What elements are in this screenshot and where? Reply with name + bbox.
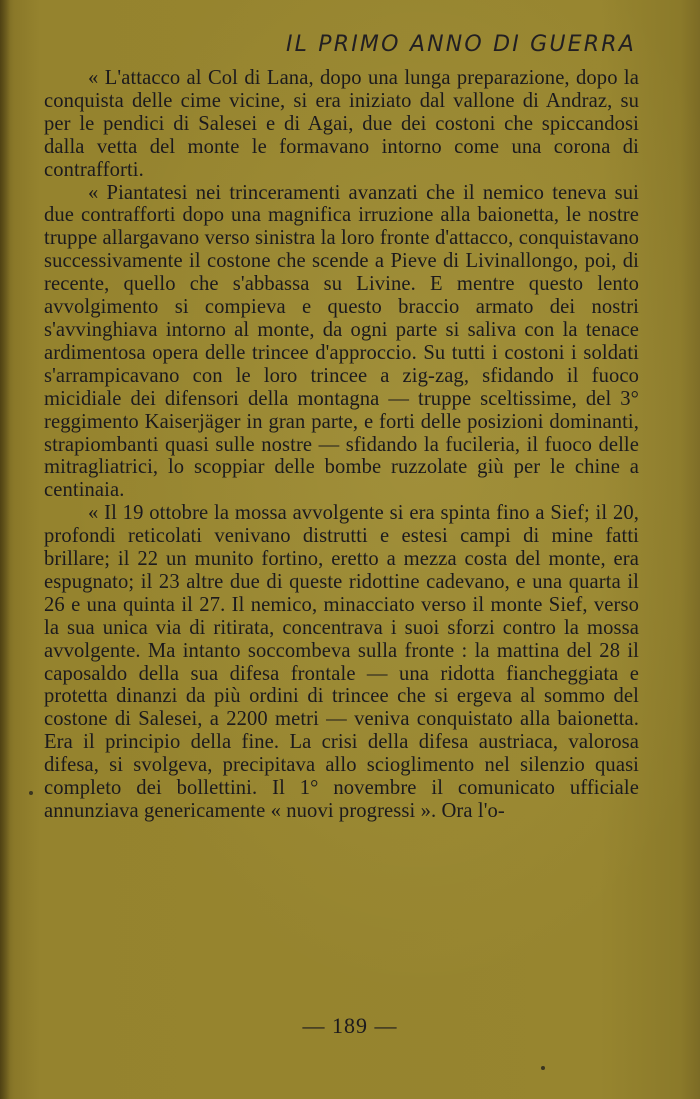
running-title: IL PRIMO ANNO DI GUERRA (285, 32, 636, 57)
body-text (44, 67, 639, 823)
page-number: — 189 — (302, 1013, 398, 1038)
paper-speck (29, 791, 33, 795)
paragraph-trinceramenti: « Piantatesi nei trinceramenti avanzati che il nemico teneva sui due contrafforti dopo una magnifica irruzione alla baionetta, le nostre truppe allargavano verso sinistra la loro fronte d'attacco, conquistavano successivamente il costone che scende a Pieve di Livinallongo, poi, di recente, quello che s'abbassa su Livine. E mentre questo lento avvolgimento si compieva e questo braccio armato dei nostri s'avvinghiava intorno al monte, da ogni parte si saliva con la tenace ardimentosa opera delle trincee d'approccio. Su tutti i costoni i soldati s'arrampicavano con le loro trincee a zig-zag, sfidando il fuoco micidiale dei difensori della montagna — truppe sceltissime, del 3° reggimento Kaiserjäger in gran parte, e forti delle posizioni dominanti, strapiombanti quasi sulle nostre — sfidando la fucileria, il fuoco delle mitragliatrici, lo scoppiar delle bombe ruzzolate giù per le chine a centinaia. (44, 181, 639, 502)
paragraph-col-di-lana: « L'attacco al Col di Lana, dopo una lunga preparazione, dopo la conquista delle cime vicine, si era iniziato dal vallone di Andraz, su per le pendici di Salesei e di Agai, due dei costoni che spiccandosi dalla vetta del monte le formavano intorno come una corona di contrafforti. (44, 67, 639, 181)
paragraph-19-ottobre: « Il 19 ottobre la mossa avvolgente si era spinta fino a Sief; il 20, profondi reticolati venivano distrutti e estesi campi di mine fatti brillare; il 22 un munito fortino, eretto a mezza costa del monte, era espugnato; il 23 altre due di queste ridottine cadevano, e una quarta il 26 e una quinta il 27. Il nemico, minacciato verso il monte Sief, verso la sua unica via di ritirata, concentrava i suoi sforzi contro la mossa avvolgente. Ma intanto soccombeva sulla fronte : la mattina del 28 il caposaldo della sua difesa frontale — una ridotta fiancheggiata e protetta dinanzi da più ordini di trincee che si ergeva al sommo del costone di Salesei, a 2200 metri — veniva conquistato alla baionetta. Era il principio della fine. La crisi della difesa austriaca, valorosa difesa, si svolgeva, precipitava allo scioglimento nel silenzio quasi completo dei bollettini. Il 1° novembre il comunicato ufficiale annunziava genericamente « nuovi progressi ». Ora l'o- (44, 502, 639, 822)
paper-speck (541, 1066, 545, 1070)
spine-shadow (0, 0, 10, 1099)
